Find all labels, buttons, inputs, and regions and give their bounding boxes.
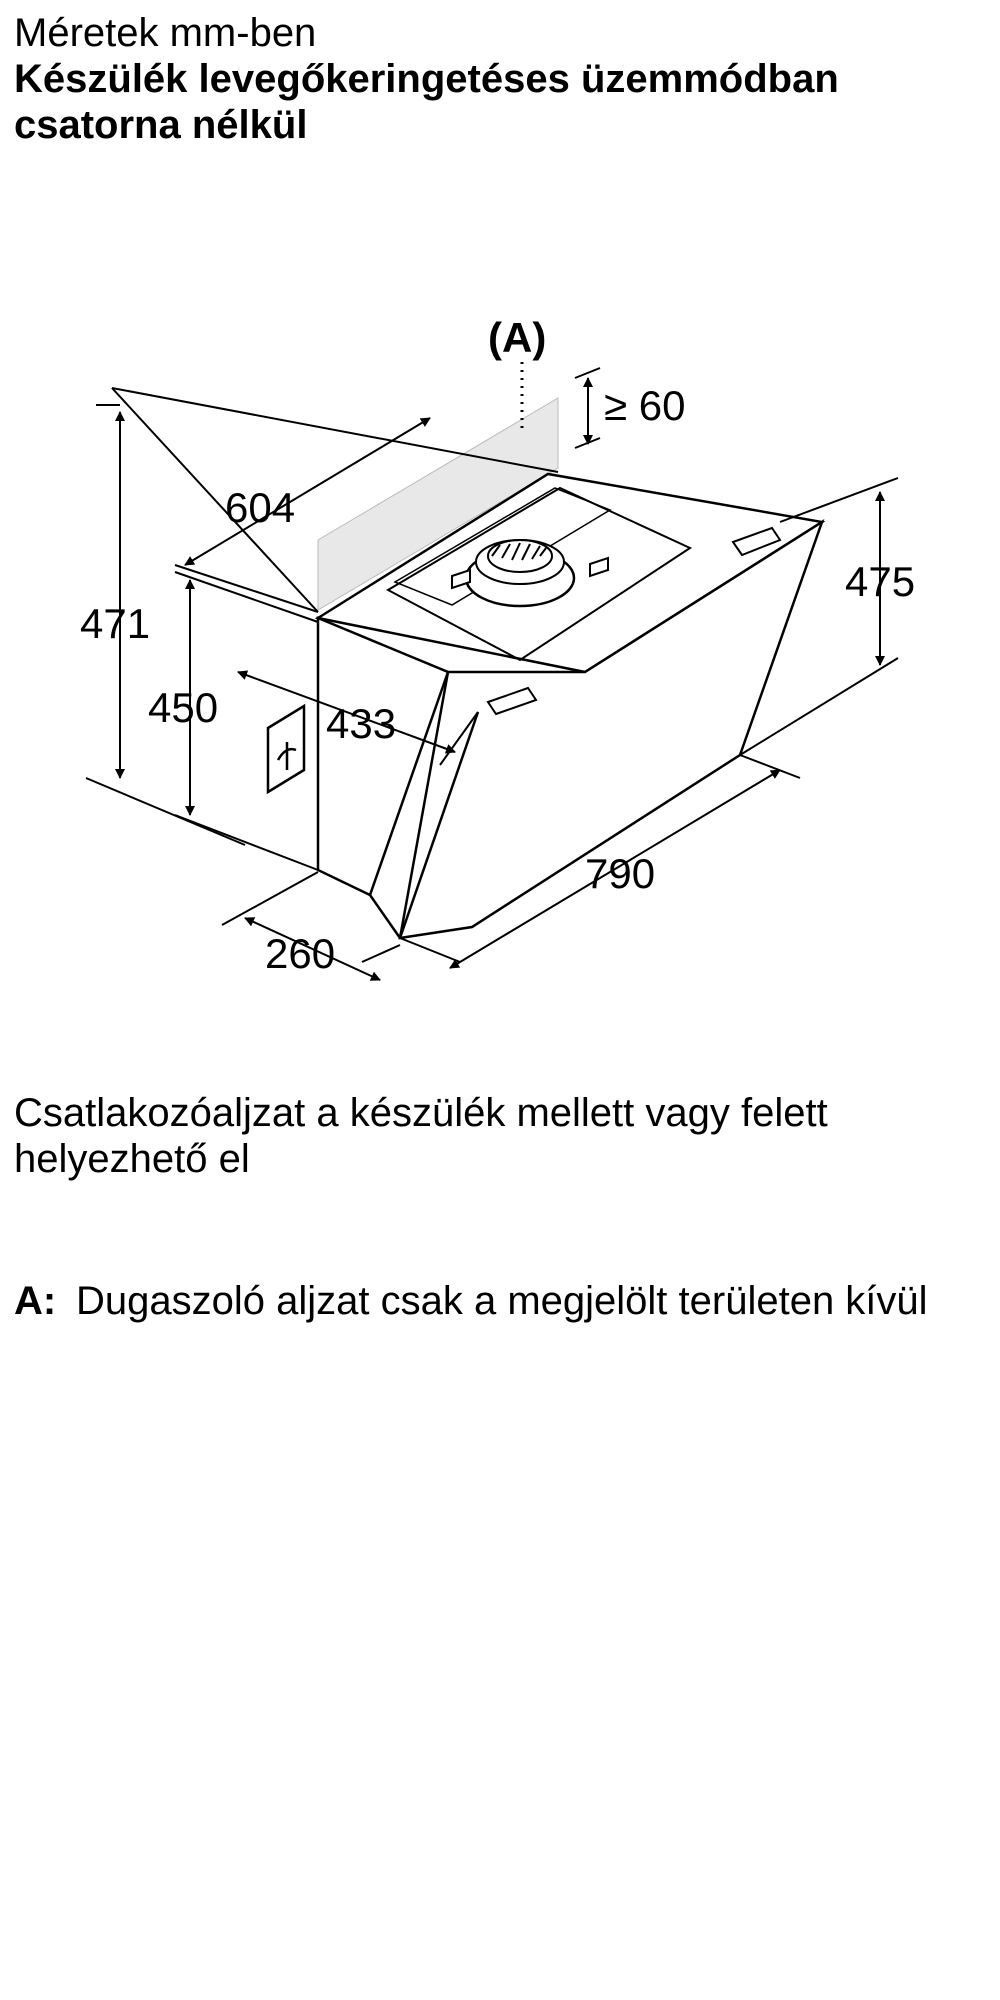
dim-450-label: 450 bbox=[148, 684, 219, 731]
dim-min-clearance-label: ≥ 60 bbox=[604, 382, 686, 429]
dim-433-label: 433 bbox=[326, 700, 397, 747]
header bbox=[14, 10, 994, 148]
socket-placement-note: Csatlakozóaljzat a készülék mellett vagy felett helyezhető el bbox=[14, 1091, 828, 1181]
fan-icon bbox=[466, 540, 574, 606]
legend-text: Dugaszoló aljzat csak a megjelölt területen kívül bbox=[76, 1279, 928, 1323]
dim-790-label: 790 bbox=[585, 850, 656, 897]
page-title: Készülék levegőkeringetéses üzemmódban csatorna nélkül bbox=[14, 57, 839, 147]
socket-icon bbox=[268, 706, 304, 792]
legend-key: A: bbox=[14, 1279, 57, 1323]
dim-260-label: 260 bbox=[265, 930, 336, 977]
dim-471-label: 471 bbox=[80, 600, 151, 647]
dim-475-label: 475 bbox=[845, 558, 916, 605]
dim-604-label: 604 bbox=[225, 484, 296, 531]
dimension-drawing bbox=[0, 300, 1000, 1000]
zone-callout-label: (A) bbox=[488, 314, 547, 361]
dim-min-clearance bbox=[575, 368, 600, 448]
units-subtitle: Méretek mm-ben bbox=[14, 11, 317, 55]
legend bbox=[14, 1278, 994, 1324]
